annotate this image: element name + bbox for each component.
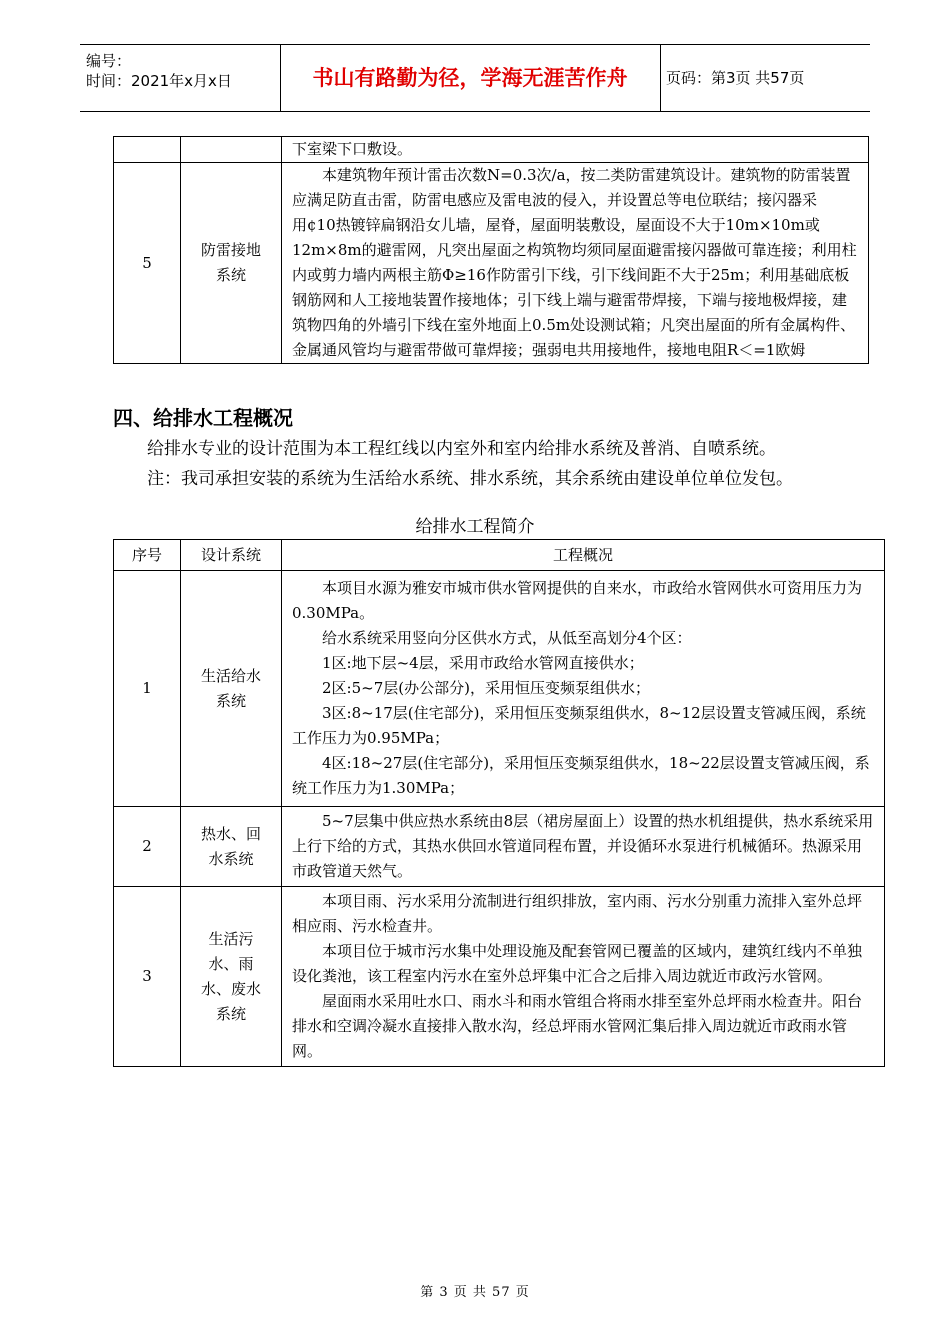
table-header-row	[114, 540, 885, 571]
system-name: 热水、回 水系统	[181, 807, 282, 887]
water-supply-table	[113, 539, 885, 1067]
header-motto: 书山有路勤为径，学海无涯苦作舟	[312, 66, 628, 90]
column-header: 工程概况	[282, 540, 885, 571]
table-cell: 下室梁下口敷设。	[282, 137, 869, 163]
system-name: 生活污 水、雨 水、废水 系统	[181, 887, 282, 1067]
table-caption: 给排水工程简介	[415, 517, 535, 537]
table-cell: 5~7层集中供应热水系统由8层（裙房屋面上）设置的热水机组提供，热水系统采用上行下给的方式，其热水供回水管道同程布置，并设循环水泵进行机械循环。热源采用市政管道天然气。	[282, 807, 885, 887]
table-row	[114, 163, 869, 364]
body-paragraph: 注：我司承担安装的系统为生活给水系统、排水系统，其余系统由建设单位单位发包。	[147, 469, 793, 489]
table-cell: 本项目雨、污水采用分流制进行组织排放，室内雨、污水分别重力流排入室外总坪相应雨、污水检查井。 本项目位于城市污水集中处理设施及配套管网已覆盖的区域内，建筑红线内不单独设化粪池，该工程室内污水在室外总坪集中汇合之后排入周边就近市政污水管网。 屋面雨水采用吐水口、雨水斗和雨水管组合将雨水排至室外总坪雨水检查井。阳台排水和空调冷凝水直接排入散水沟，经总坪雨水管网汇集后排入周边就近市政雨水管网。	[282, 887, 885, 1067]
lightning-table	[113, 136, 869, 364]
row-index: 2	[114, 807, 181, 887]
table-cell: 本项目水源为雅安市城市供水管网提供的自来水，市政给水管网供水可资用压力为0.30MPa。 给水系统采用竖向分区供水方式，从低至高划分4个区： 1区:地下层~4层，采用市政给水管网直接供水； 2区:5~7层(办公部分)，采用恒压变频泵组供水； 3区:8~17层(住宅部分)，采用恒压变频泵组供水，8~12层设置支管减压阀，系统工作压力为0.95MPa； 4区:18~27层(住宅部分)，采用恒压变频泵组供水，18~22层设置支管减压阀，系统工作压力为1.30MPa；	[282, 571, 885, 807]
table-row	[114, 807, 885, 887]
body-paragraph: 给排水专业的设计范围为本工程红线以内室外和室内给排水系统及普消、自喷系统。	[147, 439, 776, 459]
system-name: 防雷接地 系统	[181, 163, 282, 364]
header-divider	[280, 45, 281, 111]
row-index: 1	[114, 571, 181, 807]
table-row	[114, 137, 869, 163]
column-header: 设计系统	[181, 540, 282, 571]
row-index: 3	[114, 887, 181, 1067]
table-cell: 本建筑物年预计雷击次数N=0.3次/a，按二类防雷建筑设计。建筑物的防雷装置应满足防直击雷，防雷电感应及雷电波的侵入，并设置总等电位联结；接闪器采用¢10热镀锌扁钢沿女儿墙，屋脊，屋面明装敷设，屋面设不大于10m×10m或12m×8m的避雷网，凡突出屋面之构筑物均须同屋面避雷接闪器做可靠连接；利用柱内或剪力墙内两根主筋Φ≥16作防雷引下线，引下线间距不大于25m；利用基础底板钢筋网和人工接地装置作接地体；引下线上端与避雷带焊接，下端与接地极焊接，建筑物四角的外墙引下线在室外地面上0.5m处设测试箱；凡突出屋面的所有金属构件、金属通风管均与避雷带做可靠焊接；强弱电共用接地件，接地电阻R＜=1欧姆	[282, 163, 869, 364]
doc-time-label: 时间：2021年x月x日	[86, 72, 232, 90]
header-divider	[660, 45, 661, 111]
row-index: 5	[114, 163, 181, 364]
header-meta	[86, 51, 232, 91]
table-row	[114, 571, 885, 807]
doc-number-label: 编号：	[86, 52, 132, 70]
page-footer: 第 3 页 共 57 页	[420, 1285, 530, 1300]
section-title: 四、给排水工程概况	[113, 406, 293, 430]
system-name: 生活给水 系统	[181, 571, 282, 807]
page-header	[80, 44, 870, 112]
header-page-number: 页码：第3页 共57页	[666, 69, 805, 87]
table-row	[114, 887, 885, 1067]
column-header: 序号	[114, 540, 181, 571]
